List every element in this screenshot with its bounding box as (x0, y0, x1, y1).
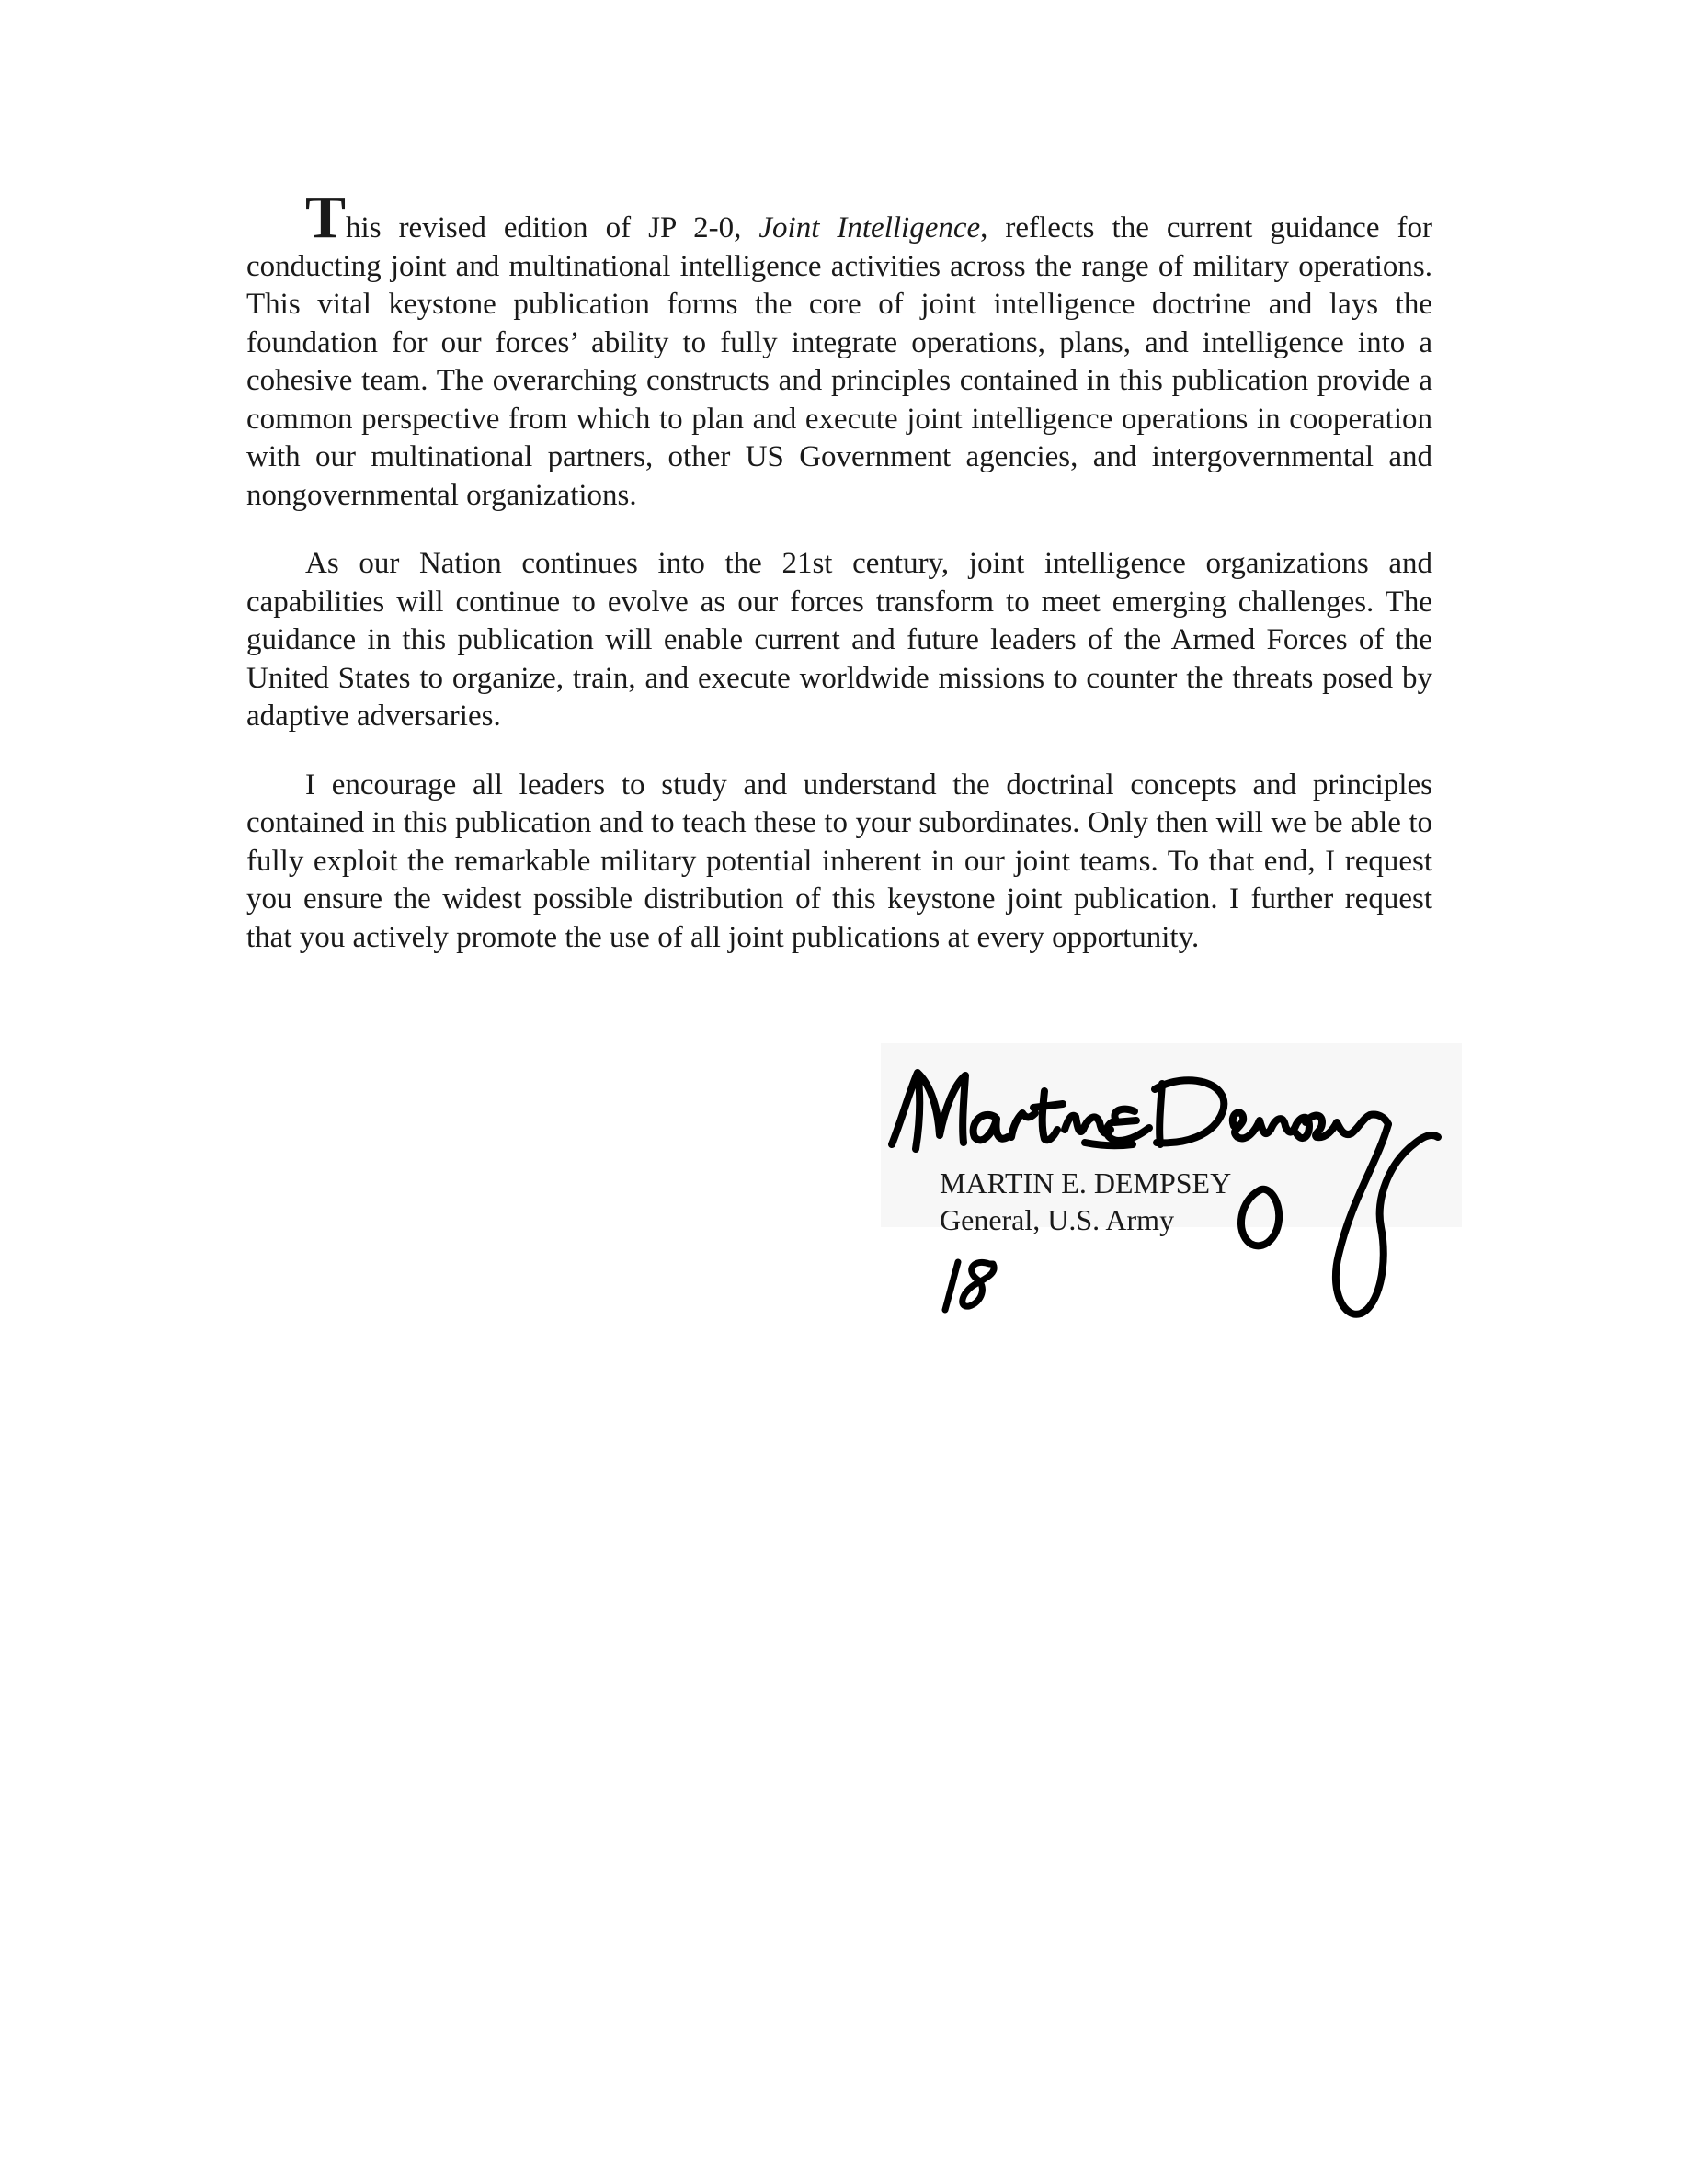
signatory-name: MARTIN E. DEMPSEY (940, 1166, 1232, 1200)
paragraph-1-body: , reflects the current guidance for conducting joint and multinational intelligence activities across the range of military operations. This vital keystone publication forms the core of joint intelligence doctrine and lays the foundation for our forces’ ability to fully integrate operations, plans, and intelligence into a cohesive team. The overarching constructs and principles contained in this publication provide a common perspective from which to plan and execute joint intelligence operations in cooperation with our multinational partners, other US Government agencies, and intergovernmental and nongovernmental organizations. (246, 211, 1432, 512)
paragraph-1 (246, 184, 1432, 515)
paragraph-2: As our Nation continues into the 21st century, joint intelligence organizations and capabilities will continue to evolve as our forces transform to meet emerging challenges. The guidance in this publication will enable current and future leaders of the Armed Forces of the United States to organize, train, and execute worldwide missions to counter the threats posed by adaptive adversaries. (246, 547, 1432, 733)
paragraph-3: I encourage all leaders to study and understand the doctrinal concepts and principles contained in this publication and to teach these to your subordinates. Only then will we be able to fully exploit the remarkable military potential inherent in our joint teams. To that end, I request you ensure the widest possible distribution of this keystone joint publication. I further request that you actively promote the use of all joint publications at every opportunity. (246, 768, 1432, 954)
paragraph-1-intro: his revised edition of JP 2-0, (346, 211, 759, 245)
drop-cap: T (305, 184, 347, 251)
publication-title: Joint Intelligence (758, 211, 981, 245)
signature-block (873, 1034, 1471, 1328)
letter-body (246, 184, 1432, 987)
signatory-rank: General, U.S. Army (940, 1203, 1175, 1236)
